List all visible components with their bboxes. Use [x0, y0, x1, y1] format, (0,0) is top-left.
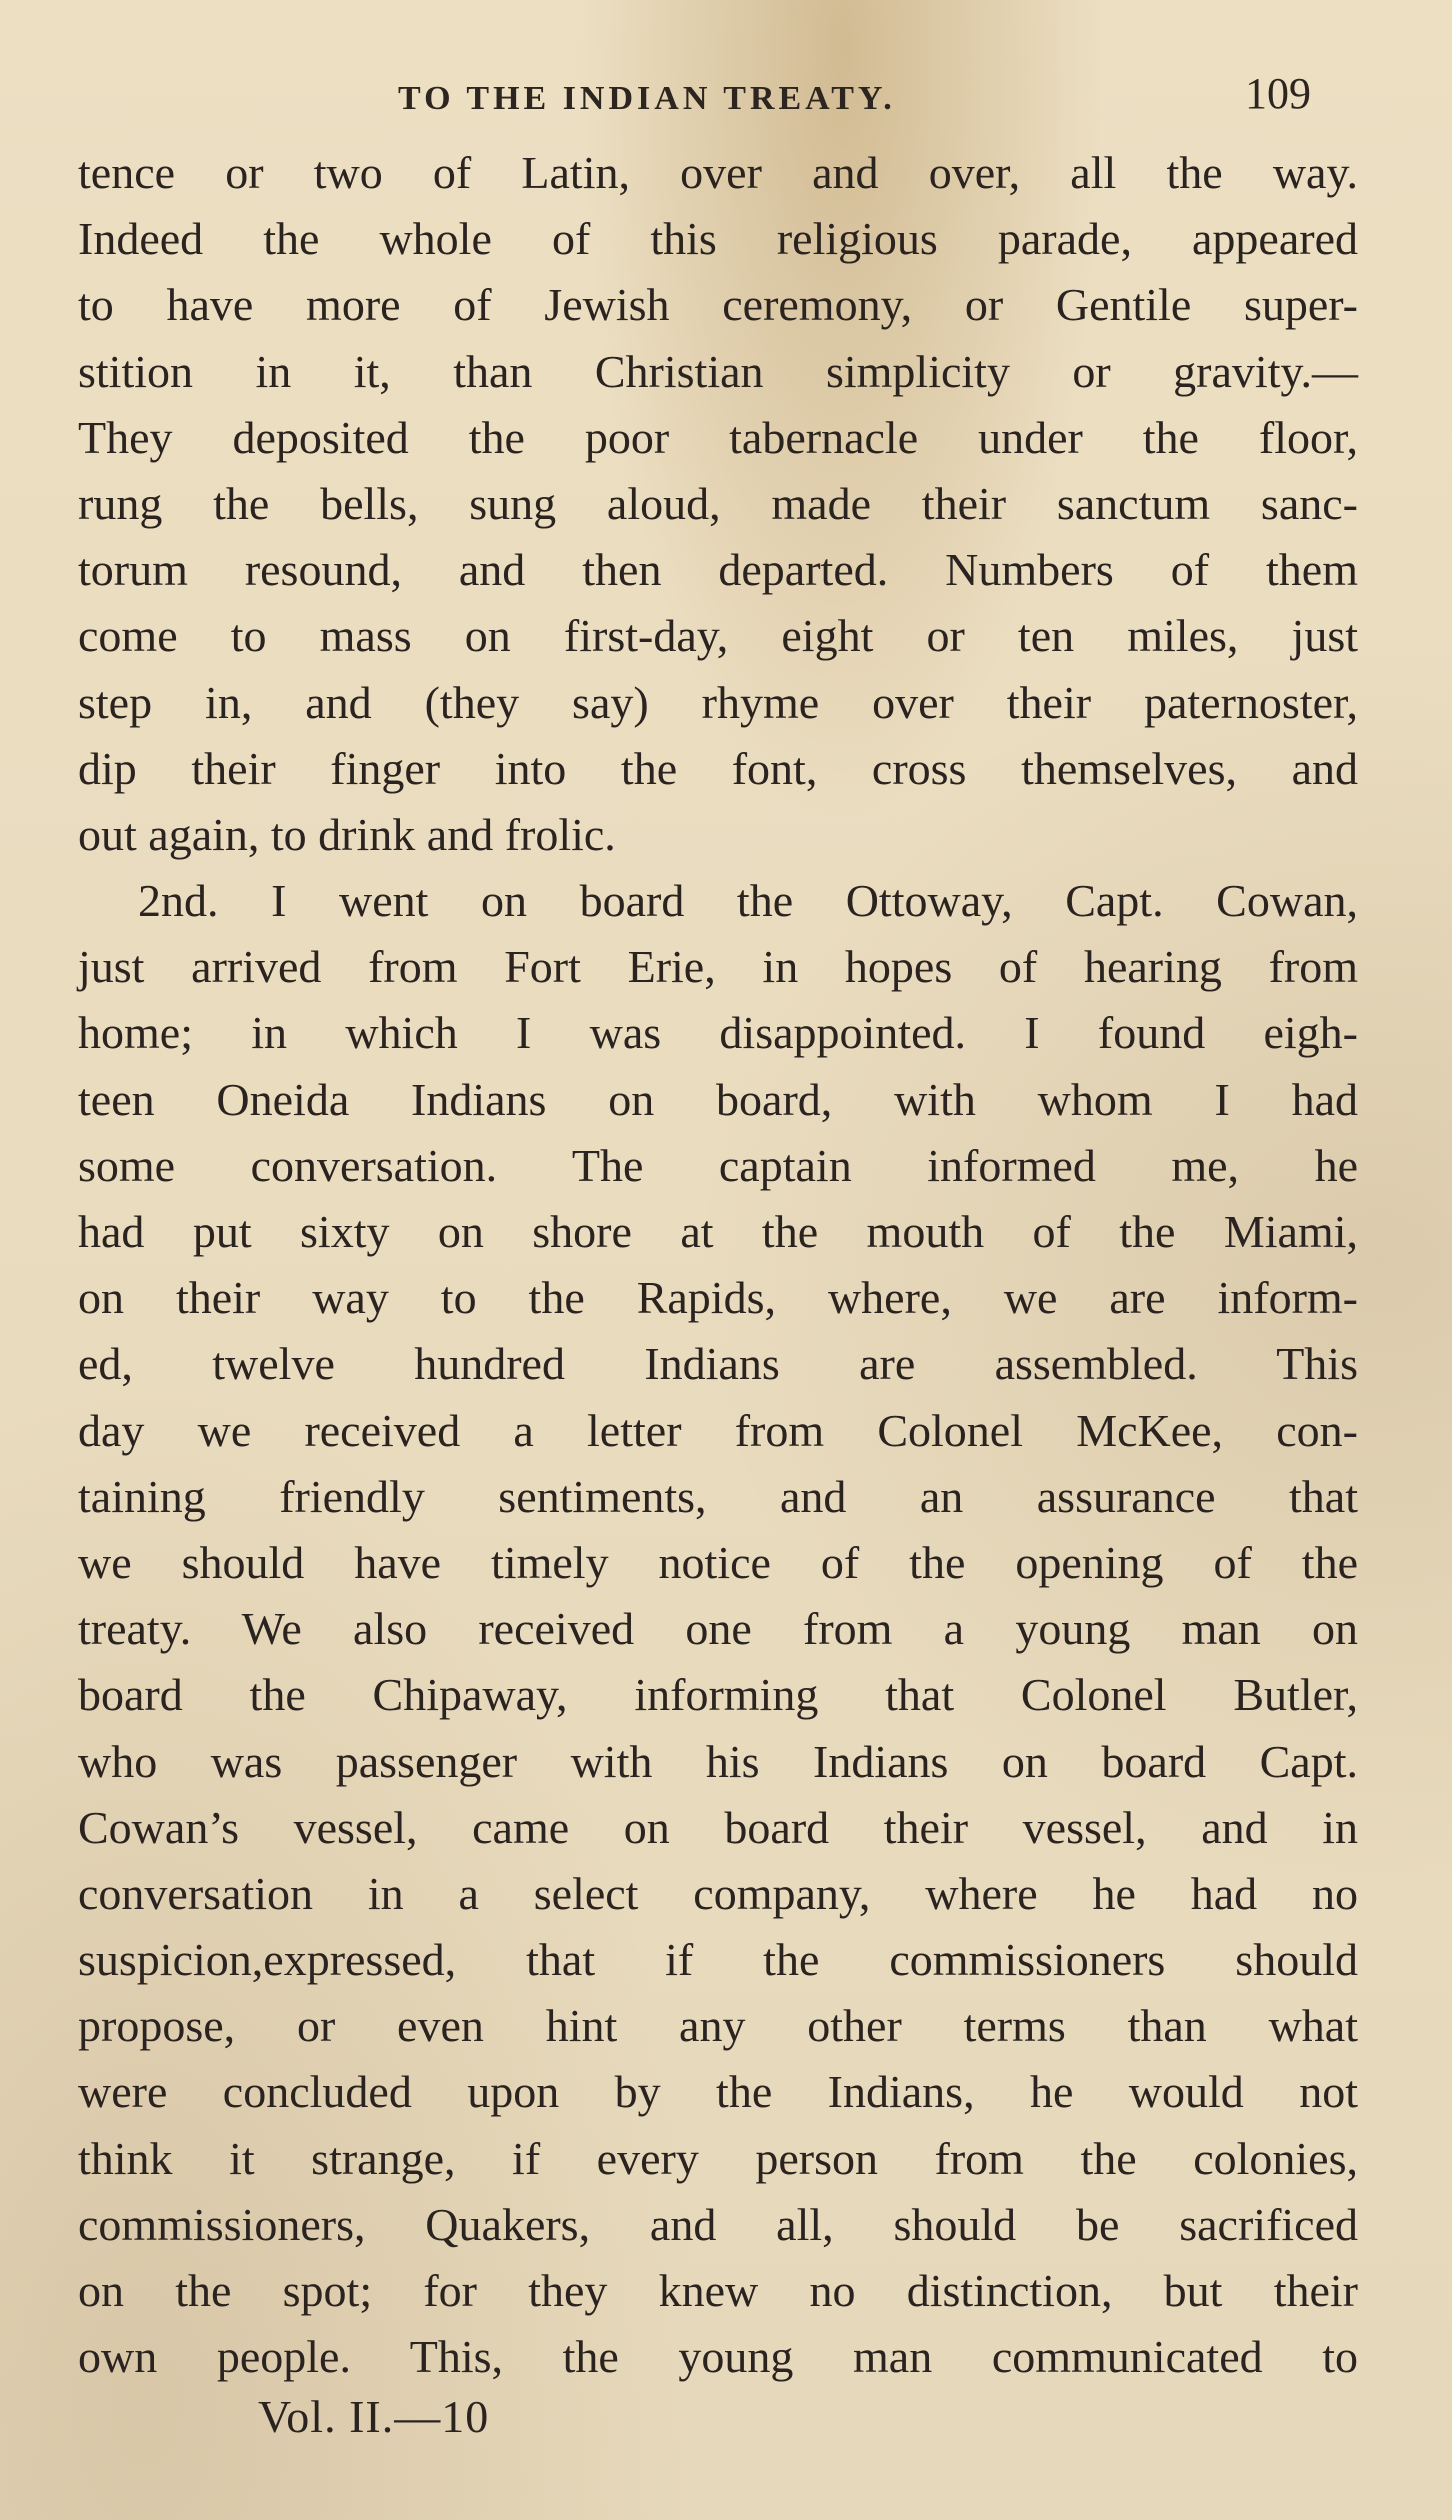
- page-header: [0, 68, 1452, 128]
- text-line: some conversation. The captain informed me, he: [78, 1139, 1358, 1191]
- text-line-paragraph-end: out again, to drink and frolic.: [78, 808, 616, 860]
- page-number: 109: [1245, 69, 1311, 118]
- text-line: They deposited the poor tabernacle under the floor,: [78, 411, 1358, 463]
- text-line: torum resound, and then departed. Numbers of them: [78, 544, 1358, 596]
- running-head: TO THE INDIAN TREATY.: [398, 80, 896, 117]
- text-line: just arrived from Fort Erie, in hopes of hearing from: [78, 941, 1358, 993]
- body-text: [78, 140, 1358, 2390]
- text-line: we should have timely notice of the opening of the: [78, 1536, 1358, 1588]
- text-line: ed, twelve hundred Indians are assembled. This: [78, 1338, 1358, 1390]
- text-line: teen Oneida Indians on board, with whom I had: [78, 1073, 1358, 1125]
- text-line: were concluded upon by the Indians, he would not: [78, 2066, 1358, 2118]
- text-line: to have more of Jewish ceremony, or Gentile super-: [78, 279, 1358, 331]
- text-line: on the spot; for they knew no distinction, but their: [78, 2265, 1358, 2316]
- text-line: conversation in a select company, where he had no: [78, 1867, 1358, 1919]
- text-line: step in, and (they say) rhyme over their paternoster,: [78, 676, 1358, 728]
- text-line: dip their finger into the font, cross themselves, and: [78, 742, 1358, 794]
- signature-mark: Vol. II.—10: [258, 2391, 490, 2442]
- text-line: propose, or even hint any other terms than what: [78, 2000, 1358, 2052]
- text-line: own people. This, the young man communicated to: [78, 2331, 1358, 2383]
- text-line: taining friendly sentiments, and an assurance that: [78, 1470, 1358, 1522]
- text-line: think it strange, if every person from the colonies,: [78, 2132, 1358, 2184]
- text-line: had put sixty on shore at the mouth of the Miami,: [78, 1206, 1358, 1257]
- text-line: Cowan’s vessel, came on board their vessel, and in: [78, 1801, 1358, 1853]
- text-line: day we received a letter from Colonel McKee, con-: [78, 1404, 1358, 1456]
- text-line: who was passenger with his Indians on board Capt.: [78, 1735, 1358, 1787]
- text-line: commissioners, Quakers, and all, should be sacrificed: [78, 2198, 1358, 2250]
- text-line: stition in it, than Christian simplicity or gravity.—: [78, 345, 1358, 397]
- text-line: board the Chipaway, informing that Colonel Butler,: [78, 1669, 1358, 1721]
- text-line: treaty. We also received one from a young man on: [78, 1603, 1358, 1655]
- text-line: on their way to the Rapids, where, we are inform-: [78, 1272, 1358, 1324]
- text-line: tence or two of Latin, over and over, all the way.: [78, 147, 1358, 198]
- text-line: come to mass on first-day, eight or ten miles, just: [78, 610, 1358, 662]
- text-line: home; in which I was disappointed. I found eigh-: [78, 1007, 1358, 1059]
- text-line: Indeed the whole of this religious parade, appeared: [78, 213, 1358, 265]
- text-line: rung the bells, sung aloud, made their sanctum sanc-: [78, 477, 1358, 529]
- text-line-paragraph-start: 2nd. I went on board the Ottoway, Capt. Cowan,: [138, 875, 1358, 927]
- text-line: suspicion,expressed, that if the commissioners should: [78, 1934, 1358, 1986]
